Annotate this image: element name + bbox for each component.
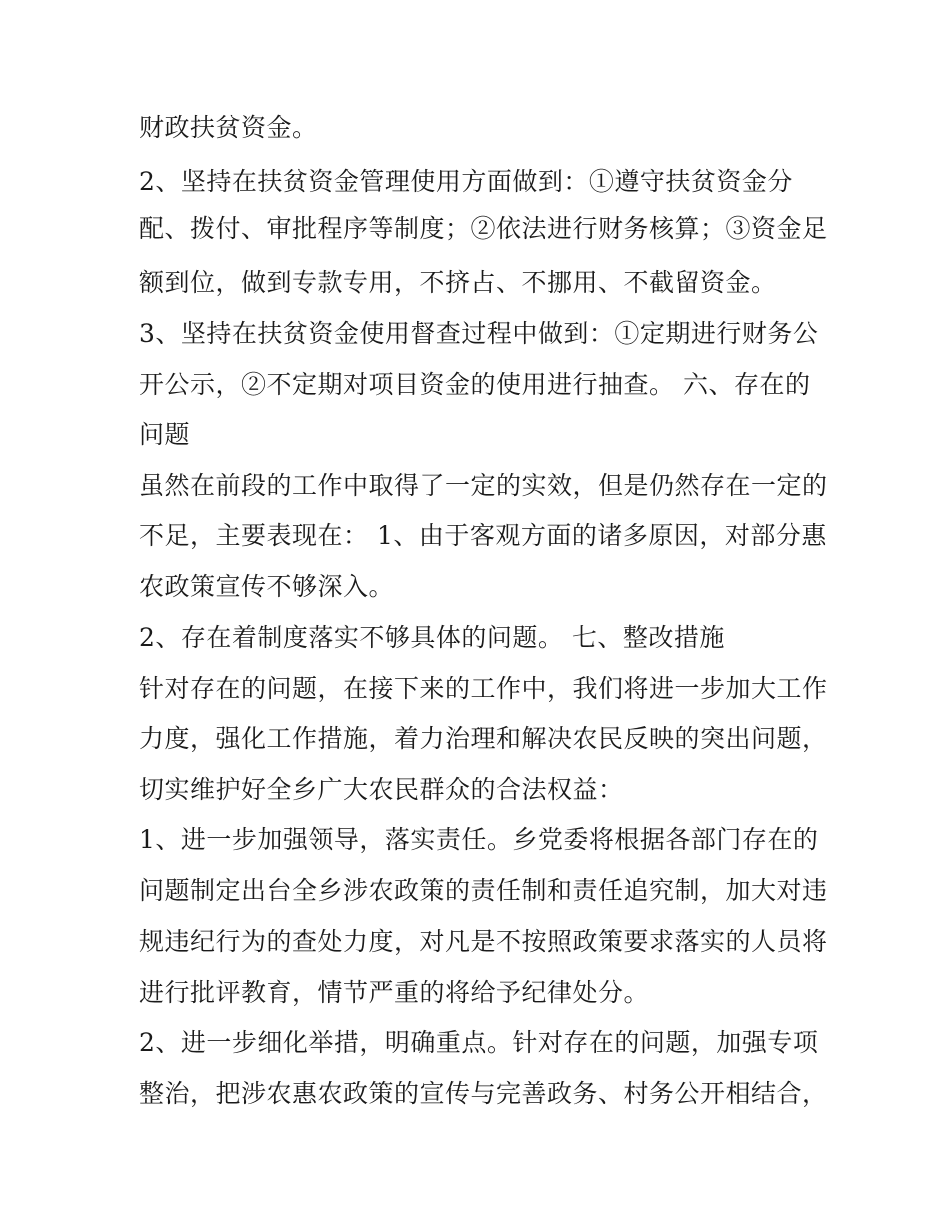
text-line: 财政扶贫资金。 (139, 113, 318, 142)
text-line: 切实维护好全乡广大农民群众的合法权益： (139, 775, 624, 804)
text-line: 开公示，②不定期对项目资金的使用进行抽查。 六、存在的 (139, 370, 811, 399)
text-line: 不足，主要表现在： 1、由于客观方面的诸多原因，对部分惠 (139, 521, 827, 550)
text-line: 配、拨付、审批程序等制度；②依法进行财务核算；③资金足 (139, 214, 828, 243)
text-line: 针对存在的问题，在接下来的工作中，我们将进一步加大工作 (139, 674, 828, 703)
text-line: 农政策宣传不够深入。 (139, 572, 395, 601)
text-line: 问题制定出台全乡涉农政策的责任制和责任追究制，加大对违 (139, 876, 828, 905)
text-line: 问题 (139, 420, 191, 449)
text-line: 进行批评教育，情节严重的将给予纪律处分。 (139, 978, 650, 1007)
text-line: 虽然在前段的工作中取得了一定的实效，但是仍然存在一定的 (139, 471, 828, 500)
text-line: 力度，强化工作措施，着力治理和解决农民反映的突出问题， (139, 724, 828, 753)
text-line: 额到位，做到专款专用，不挤占、不挪用、不截留资金。 (139, 268, 777, 297)
text-line: 3、坚持在扶贫资金使用督查过程中做到：①定期进行财务公 (139, 319, 819, 348)
text-line: 整治，把涉农惠农政策的宣传与完善政务、村务公开相结合， (139, 1079, 828, 1108)
text-line: 1、进一步加强领导，落实责任。乡党委将根据各部门存在的 (139, 825, 819, 854)
text-line: 规违纪行为的查处力度，对凡是不按照政策要求落实的人员将 (139, 927, 828, 956)
text-line: 2、进一步细化举措，明确重点。针对存在的问题，加强专项 (139, 1028, 819, 1057)
text-line: 2、坚持在扶贫资金管理使用方面做到：①遵守扶贫资金分 (139, 167, 793, 196)
text-line: 2、存在着制度落实不够具体的问题。 七、整改措施 (139, 623, 725, 652)
